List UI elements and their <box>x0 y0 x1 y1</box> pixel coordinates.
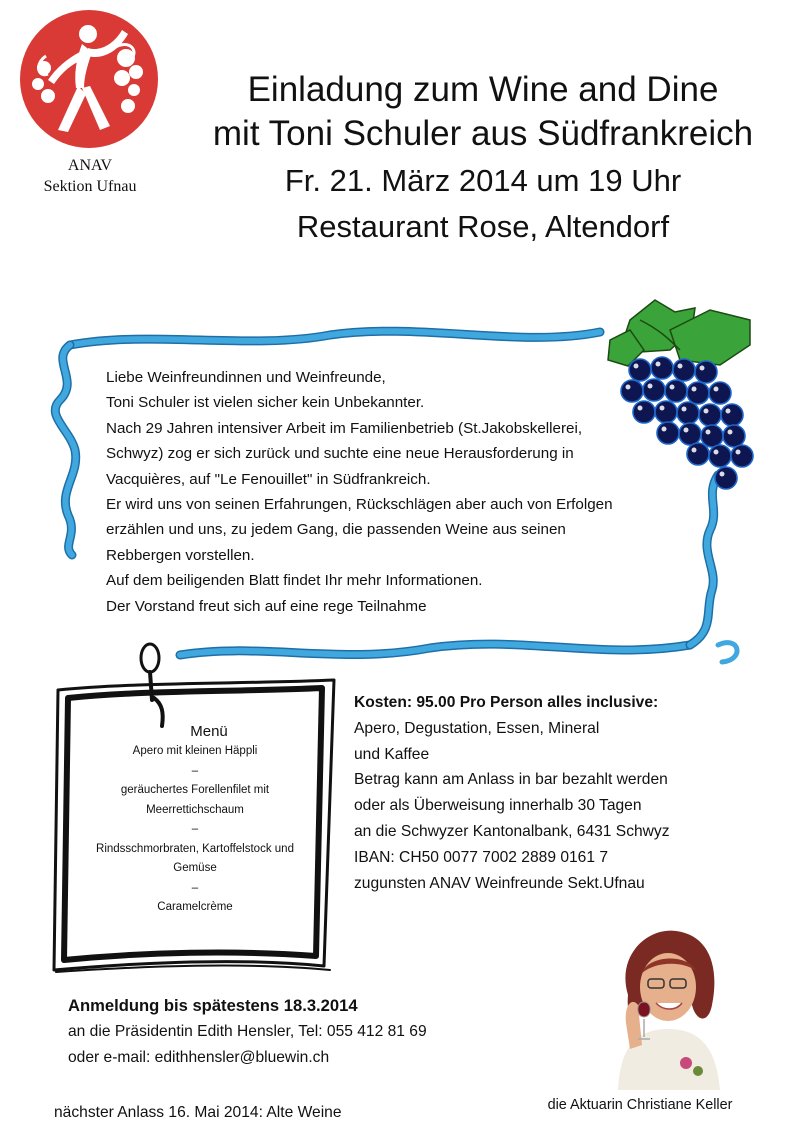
costs-line: an die Schwyzer Kantonalbank, 6431 Schwyz <box>354 822 670 840</box>
costs-line: zugunsten ANAV Weinfreunde Sekt.Ufnau <box>354 874 645 892</box>
costs-line: Betrag kann am Anlass in bar bezahlt werden <box>354 771 668 789</box>
menu-item: Caramelcrème <box>157 901 233 913</box>
costs-line: Apero, Degustation, Essen, Mineral <box>354 719 600 737</box>
menu-item: Rindsschmorbraten, Kartoffelstock und <box>96 842 294 855</box>
title-line-2: mit Toni Schuler aus Südfrankreich <box>212 114 754 153</box>
menu-item: Gemüse <box>173 862 217 874</box>
event-date: Fr. 21. März 2014 um 19 Uhr <box>284 163 682 198</box>
letter-line: Liebe Weinfreundinnen und Weinfreunde, <box>106 369 386 386</box>
letter-line: Nach 29 Jahren intensiver Arbeit im Familienbetrieb (St.Jakobskellerei, <box>106 419 583 437</box>
menu-item: geräuchertes Forellenfilet mit <box>120 784 270 796</box>
letter-line: Der Vorstand freut sich auf eine rege Teilnahme <box>106 597 427 615</box>
menu-item: Meerrettichschaum <box>146 803 244 816</box>
letter-line: Schwyz) zog er sich zurück und suchte eine neue Herausforderung in <box>106 445 574 463</box>
menu-content <box>70 722 320 918</box>
letter-line: Vacquières, auf "Le Fenouillet" in Südfrankreich. <box>106 470 431 488</box>
costs-line: und Kaffee <box>354 745 430 763</box>
portrait-photo <box>608 925 723 1090</box>
title-line-1: Einladung zum Wine and Dine <box>247 70 719 109</box>
org-name-main: ANAV <box>67 157 113 174</box>
menu-separator: – <box>191 881 199 894</box>
costs-section <box>354 690 794 896</box>
event-venue: Restaurant Rose, Altendorf <box>296 209 670 244</box>
letter-line: Auf dem beiligenden Blatt findet Ihr mehr Informationen. <box>106 572 483 590</box>
menu-title: Menü <box>190 723 228 740</box>
costs-line: oder als Überweisung innerhalb 30 Tagen <box>354 797 642 815</box>
menu-item: Apero mit kleinen Häppli <box>132 745 258 757</box>
iban-line: IBAN: CH50 0077 7002 2889 0161 7 <box>354 848 609 866</box>
portrait-caption: die Aktuarin Christiane Keller <box>547 1097 733 1113</box>
registration-title: Anmeldung bis spätestens 18.3.2014 <box>68 996 358 1015</box>
letter-line: Rebbergen vorstellen. <box>106 546 255 564</box>
anav-logo <box>18 8 160 150</box>
registration-section <box>68 993 588 1070</box>
next-event: nächster Anlass 16. Mai 2014: Alte Weine <box>54 1104 342 1121</box>
registration-email: oder e-mail: edithhensler@bluewin.ch <box>68 1048 330 1066</box>
registration-contact: an die Präsidentin Edith Hensler, Tel: 055 412 81 69 <box>68 1022 427 1040</box>
menu-separator: – <box>191 764 199 777</box>
letter-line: erzählen und uns, zu jedem Gang, die passenden Weine aus seinen <box>106 521 566 539</box>
org-section: Sektion Ufnau <box>43 178 137 195</box>
letter-line: Er wird uns von seinen Erfahrungen, Rückschlägen aber auch von Erfolgen <box>106 496 613 514</box>
org-name <box>20 155 160 197</box>
letter-line: Toni Schuler ist vielen sicher kein Unbekannter. <box>106 394 425 412</box>
costs-heading: Kosten: 95.00 Pro Person alles inclusive: <box>354 694 659 711</box>
menu-separator: – <box>191 823 199 835</box>
invitation-letter <box>106 365 686 619</box>
headline <box>168 68 798 250</box>
